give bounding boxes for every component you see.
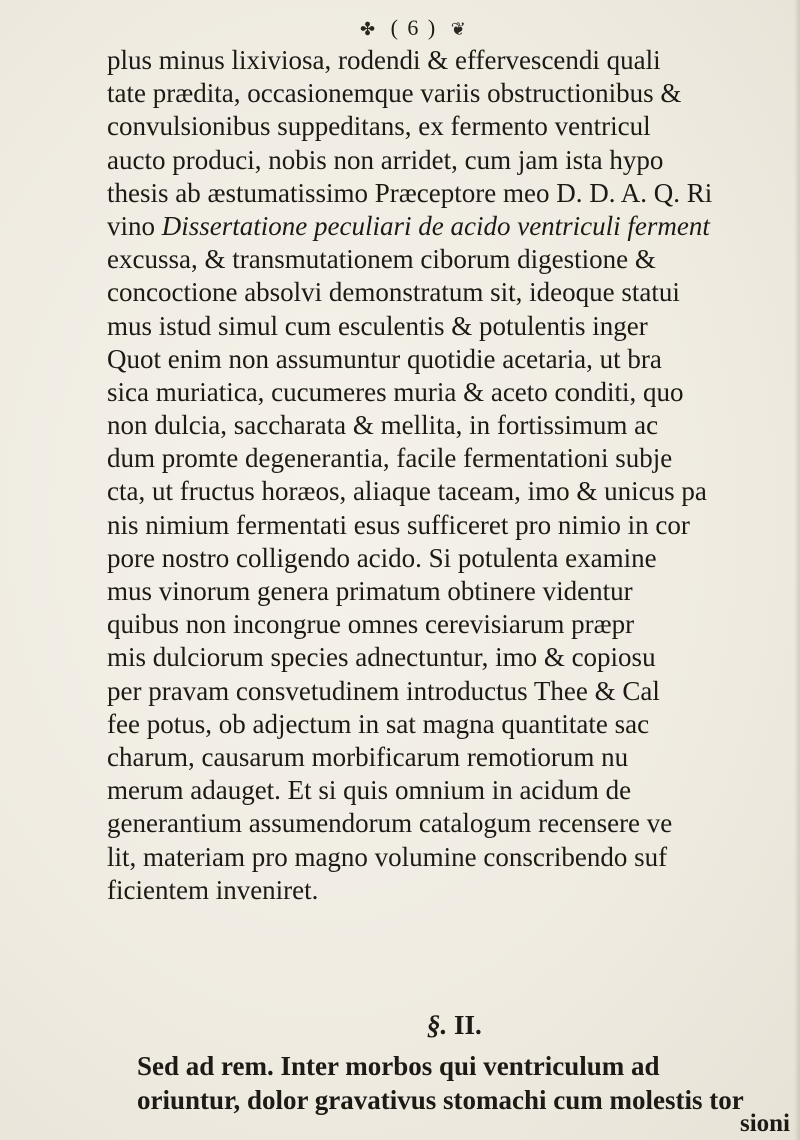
page-number: ( 6 ) [390, 15, 438, 40]
text-line: ficientem inveniret. [107, 874, 319, 905]
text-line: fee potus, ob adjectum in sat magna quantitate sac [107, 708, 650, 739]
page-header [360, 14, 520, 43]
text-line: lit, materiam pro magno volumine conscribendo suf [107, 841, 668, 872]
section-number: II. [454, 1010, 482, 1040]
text-line: generantium assumendorum catalogum recensere ve [107, 808, 673, 839]
text-line: nis nimium fermentati esus sufficeret pro nimio in cor [107, 509, 690, 540]
section-symbol: §. [427, 1010, 448, 1040]
text-line: quibus non incongrue omnes cerevisiarum præpr [107, 609, 635, 640]
main-paragraph [107, 44, 800, 907]
text-line: concoctione absolvi demonstratum sit, ideoque statui [107, 277, 680, 308]
text-line: pore nostro colligendo acido. Si potulenta examine [107, 542, 657, 573]
text-line: sica muriatica, cucumeres muria & aceto conditi, quo [107, 376, 684, 407]
catchword: sioni [739, 1110, 790, 1137]
section-paragraph [137, 1050, 800, 1117]
text-line: Quot enim non assumuntur quotidie acetaria, ut bra [107, 343, 662, 374]
text-line: cta, ut fructus horæos, aliaque taceam, imo & unicus pa [107, 476, 707, 507]
text-line: mis dulciorum species adnectuntur, imo & copiosu [107, 642, 656, 673]
page-edge-shadow [794, 0, 800, 1140]
dissertation-title: Dissertatione peculiari de acido ventriculi ferment [161, 210, 710, 241]
text-line: per pravam consvetudinem introductus Thee & Cal [107, 675, 660, 706]
text-line: non dulcia, saccharata & mellita, in fortissimum ac [107, 410, 659, 441]
text-line: tate prædita, occasionemque variis obstructionibus & [107, 78, 682, 109]
text-line-with-title [107, 210, 800, 243]
section-heading [427, 1010, 482, 1041]
text-line: Sed ad rem. Inter morbos qui ventriculum ad [137, 1051, 660, 1081]
text-line-start: vino [107, 210, 162, 241]
header-ornament-right-icon: ❦ [450, 19, 468, 39]
text-line: aucto produci, nobis non arridet, cum jam ista hypo [107, 144, 664, 175]
text-line: convulsionibus suppeditans, ex fermento ventricul [107, 111, 651, 142]
text-line: mus istud simul cum esculentis & potulentis inger [107, 310, 648, 341]
text-line: thesis ab æstumatissimo Præceptore meo D. D. A. Q. Ri [107, 177, 713, 208]
text-line: charum, causarum morbificarum remotiorum nu [107, 741, 629, 772]
text-line: plus minus lixiviosa, rodendi & effervescendi quali [107, 45, 661, 75]
text-line: merum adauget. Et si quis omnium in acidum de [107, 775, 632, 806]
header-ornament-left-icon: ✤ [360, 19, 378, 39]
text-line: excussa, & transmutationem ciborum digestione & [107, 244, 656, 275]
text-line: dum promte degenerantia, facile fermentationi subje [107, 443, 673, 474]
text-line: mus vinorum genera primatum obtinere videntur [107, 576, 633, 606]
text-line: oriuntur, dolor gravativus stomachi cum molestis tor [137, 1084, 744, 1115]
